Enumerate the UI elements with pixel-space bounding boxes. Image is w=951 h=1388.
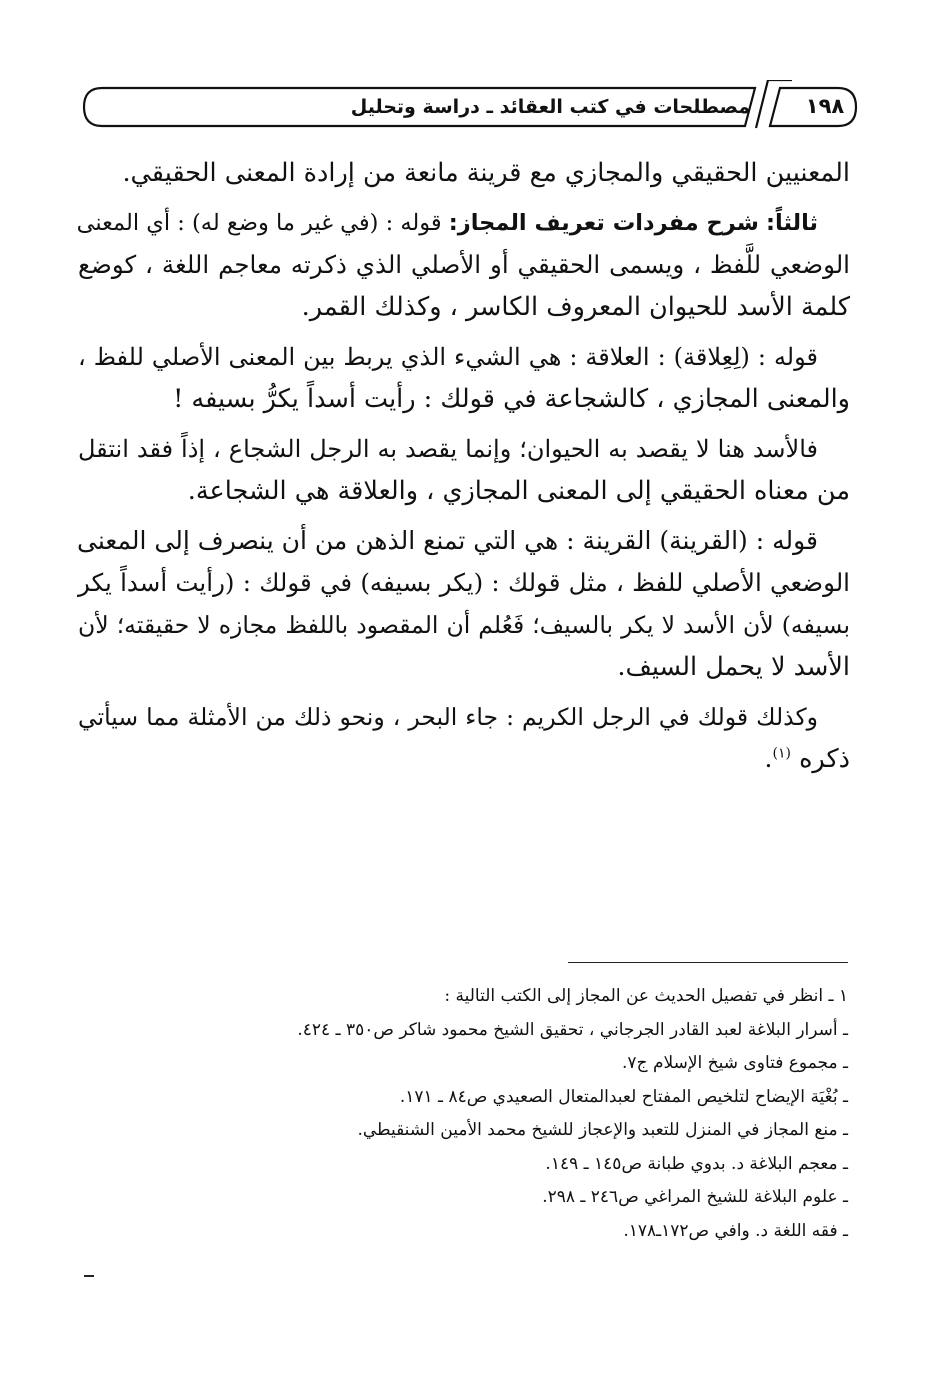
footnotes bbox=[150, 980, 848, 1248]
margin-dash bbox=[84, 1275, 94, 1277]
body-line: فالأسد هنا لا يقصد به الحيوان؛ وإنما يقصد به الرجل الشجاع ، إذاً فقد انتقل bbox=[78, 435, 818, 463]
running-header bbox=[80, 80, 860, 132]
footnote-separator bbox=[568, 962, 848, 963]
body-line: الأسد لا يحمل السيف. bbox=[617, 652, 850, 682]
body-line: كلمة الأسد للحيوان المعروف الكاسر ، وكذلك القمر. bbox=[301, 292, 850, 322]
body-line bbox=[78, 202, 850, 244]
body-line-rest: قوله : (في غير ما وضع له) : أي المعنى bbox=[76, 210, 442, 236]
footnote-line: ـ علوم البلاغة للشيخ المراغي ص٢٤٦ ـ ٢٩٨. bbox=[542, 1187, 848, 1207]
body-line: الوضعي الأصلي للفظ ، مثل قولك : (يكر بسيفه) في قولك : (رأيت أسداً يكر bbox=[78, 568, 850, 597]
body-line: ذكره $^{(١)}$. bbox=[764, 744, 850, 774]
body-line: المعنيين الحقيقي والمجازي مع قرينة مانعة من إرادة المعنى الحقيقي. bbox=[122, 158, 850, 188]
footnote-reference[interactable]: (١) bbox=[772, 745, 791, 762]
footnote-line: ـ معجم البلاغة د. بدوي طبانة ص١٤٥ ـ ١٤٩. bbox=[545, 1153, 848, 1174]
body-line: قوله : (القرينة) القرينة : هي التي تمنع الذهن من أن ينصرف إلى المعنى bbox=[77, 526, 818, 555]
body-line: والمعنى المجازي ، كالشجاعة في قولك : رأيت أسداً يكرُّ بسيفه ! bbox=[173, 384, 850, 414]
footnote-line: ـ مجموع فتاوى شيخ الإسلام ج٧. bbox=[622, 1053, 848, 1073]
body-line: الوضعي للَّفظ ، ويسمى الحقيقي أو الأصلي الذي ذكرته معاجم اللغة ، كوضع bbox=[78, 250, 850, 279]
section-lead: ثالثاً: bbox=[766, 210, 818, 236]
main-text bbox=[78, 152, 850, 780]
footnote-line: ـ أسرار البلاغة لعبد القادر الجرجاني ، تحقيق الشيخ محمود شاكر ص٣٥٠ ـ ٤٢٤. bbox=[297, 1019, 848, 1040]
footnote-line: ـ منع المجاز في المنزل للتعبد والإعجاز للشيخ محمد الأمين الشنقيطي. bbox=[357, 1120, 848, 1140]
page-number: ١٩٨ bbox=[805, 94, 845, 118]
book-title: مصطلحات في كتب العقائد ـ دراسة وتحليل bbox=[350, 96, 750, 118]
body-line: قوله : (لِعِلاقة) : العلاقة : هي الشيء الذي يربط بين المعنى الأصلي للفظ ، bbox=[78, 343, 818, 371]
body-line-text: ذكره bbox=[799, 744, 850, 774]
footnote-line: ـ بُغْيَة الإيضاح لتلخيص المفتاح لعبدالمتعال الصعيدي ص٨٤ ـ ١٧١. bbox=[399, 1086, 848, 1107]
body-line: وكذلك قولك في الرجل الكريم : جاء البحر ، ونحو ذلك من الأمثلة مما سيأتي bbox=[78, 703, 818, 731]
body-line: من معناه الحقيقي إلى المعنى المجازي ، والعلاقة هي الشجاعة. bbox=[187, 476, 850, 506]
footnote-line: ـ فقه اللغة د. وافي ص١٧٢ـ١٧٨. bbox=[623, 1220, 848, 1241]
footnote-line: ١ ـ انظر في تفصيل الحديث عن المجاز إلى الكتب التالية : bbox=[444, 986, 848, 1006]
body-line: بسيفه) لأن الأسد لا يكر بالسيف؛ فَعُلم أن المقصود باللفظ مجازه لا حقيقته؛ لأن bbox=[78, 611, 850, 639]
section-heading-text: شرح مفردات تعريف المجاز: bbox=[448, 210, 759, 236]
